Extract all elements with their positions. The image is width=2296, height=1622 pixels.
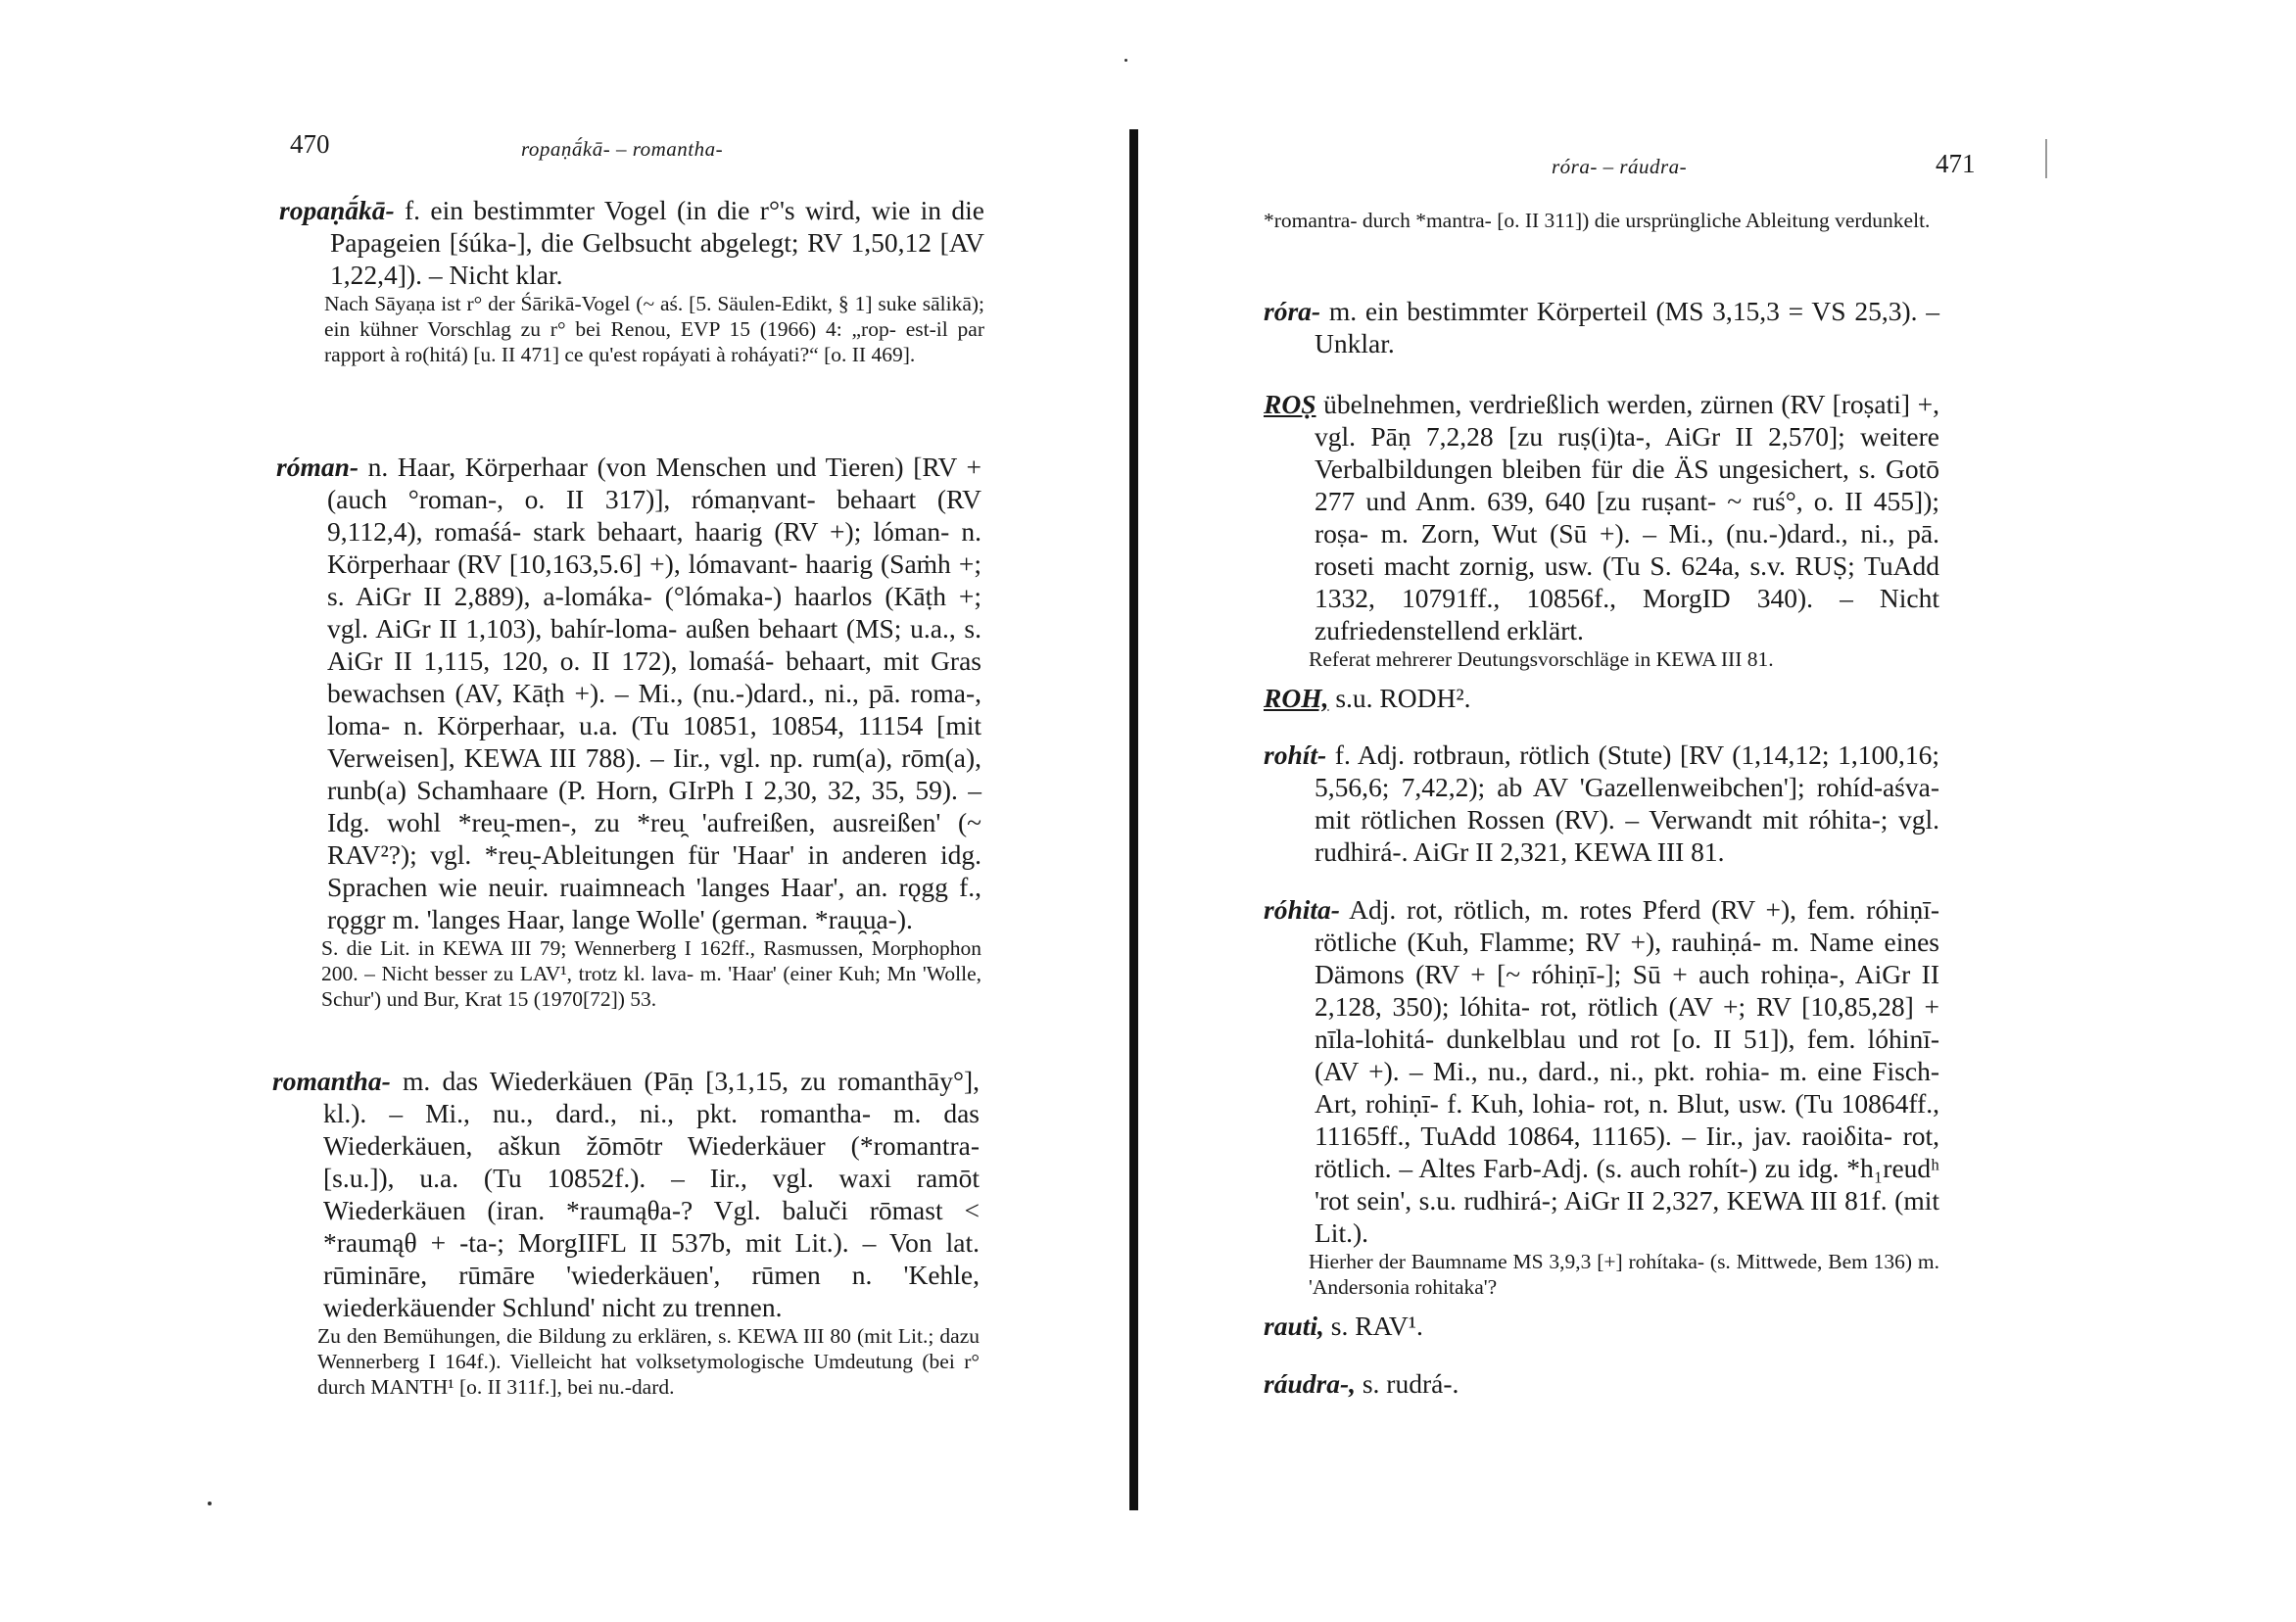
entry-text: s. rudrá-. bbox=[1362, 1368, 1459, 1399]
headword: romantha- bbox=[272, 1066, 391, 1096]
headword: róra- bbox=[1264, 296, 1321, 326]
headword: rauti, bbox=[1264, 1311, 1324, 1341]
entry-note: Hierher der Baumname MS 3,9,3 [+] rohítaka- (s. Mittwede, Bem 136) m. 'Andersonia rohitaka'? bbox=[1309, 1250, 1939, 1299]
running-head: róra- – ráudra- bbox=[1552, 155, 1688, 178]
continuation-text: *romantra- durch *mantra- [o. II 311]) die ursprüngliche Ableitung verdunkelt. bbox=[1264, 209, 1931, 232]
entry-roh bbox=[1264, 682, 1939, 714]
running-head: ropaṇā́kā- – romantha- bbox=[521, 137, 724, 161]
right-page bbox=[1136, 0, 2296, 1622]
headword: ROH, bbox=[1264, 683, 1329, 713]
entry-note: Referat mehrerer Deutungsvorschläge in KEWA III 81. bbox=[1309, 647, 1774, 671]
scan-speck bbox=[1124, 59, 1127, 62]
entry-note: S. die Lit. in KEWA III 79; Wennerberg I 162ff., Rasmussen, Morphophon 200. – Nicht besser zu LAV¹, trotz kl. lava- m. 'Haar' (einer Kuh; Mn 'Wolle, Schur') und Bur, Krat 15 (1970[72]) 53. bbox=[321, 936, 981, 1011]
headword: róman- bbox=[276, 452, 359, 482]
entry-rohita bbox=[1264, 893, 1939, 1300]
page-number: 471 bbox=[1936, 149, 1976, 178]
entry-note: Zu den Bemühungen, die Bildung zu erklären, s. KEWA III 80 (mit Lit.; dazu Wennerberg I 164f.). Vielleicht hat volksetymologische Umdeutung (bei r° durch MANTH¹ [o. II 311f.], bei nu.-dard. bbox=[317, 1324, 980, 1399]
entry-text: f. ein bestimmter Vogel (in die r°'s wird, wie in die Papageien [śúka-], die Gelbsucht abgelegt; RV 1,50,12 [AV 1,22,4]). – Nicht klar. bbox=[330, 195, 984, 290]
headword: ROṢ bbox=[1264, 389, 1316, 419]
headword: ropaṇā́kā- bbox=[279, 195, 395, 225]
page-edge-mark bbox=[2045, 139, 2047, 178]
entry-text: s. RAV¹. bbox=[1330, 1311, 1423, 1341]
entry-text: m. ein bestimmter Körperteil (MS 3,15,3 = VS 25,3). – Unklar. bbox=[1315, 296, 1939, 358]
scan-speck bbox=[208, 1502, 212, 1505]
continuation-note bbox=[1264, 208, 1939, 233]
entry-text: Adj. rot, rötlich, m. rotes Pferd (RV +), fem. róhiṇī- rötliche (Kuh, Flamme; RV +), rauhiṇá- m. Name eines Dämons (RV + [~ róhiṇī-]; Sū + auch rohiṇa-, AiGr II 2,128, 350); lóhita- rot, rötlich (AV +; RV [10,85,28] + nīla-lohitá- dunkelblau und rot [o. II 51]), fem. lóhinī- (AV +). – Mi., nu., dard., ni., pkt. rohia- m. eine Fisch-Art, rohiṇī- f. Kuh, lohia- rot, n. Blut, usw. (Tu 10864ff., 11165ff., TuAdd 10864, 11165). – Iir., jav. raoiδita- rot, rötlich. – Altes Farb-Adj. (s. auch rohít-) zu idg. *h₁reudʰ 'rot sein', s.u. rudhirá-; AiGr II 2,327, KEWA III 81f. (mit Lit.). bbox=[1315, 894, 1940, 1248]
entry-raudra bbox=[1264, 1367, 1939, 1400]
entry-text: s.u. RODH². bbox=[1335, 683, 1471, 713]
entry-roman bbox=[276, 451, 981, 1012]
headword: ráudra-, bbox=[1264, 1368, 1356, 1399]
entry-text: übelnehmen, verdrießlich werden, zürnen (RV [roṣati] +, vgl. Pāṇ 7,2,28 [zu ruṣ(i)ta-, AiGr II 2,570]; weitere Verbalbildungen bleiben für die ÄS ungesichert, s. Gotō 277 und Anm. 639, 640 [zu ruṣant- ~ ruś°, o. II 455]); roṣa- m. Zorn, Wut (Sū +). – Mi., (nu.-)dard., ni., pā. roseti macht zornig, usw. (Tu S. 624a, s.v. RUṢ; TuAdd 1332, 10791ff., 10856f., MorgID 340). – Nicht zufriedenstellend erklärt. bbox=[1315, 389, 1940, 645]
entry-text: m. das Wiederkäuen (Pāṇ [3,1,15, zu romanthāy°], kl.). – Mi., nu., dard., ni., pkt. romantha- m. das Wiederkäuen, aškun žōmōtr Wiederkäuer (*romantra- [s.u.]), u.a. (Tu 10852f.). – Iir., vgl. waxi ramōt Wiederkäuen (iran. *raumąθa-? Vgl. baluči rōmast < *raumąθ + -ta-; MorgIIFL II 537b, mit Lit.). – Von lat. rūmināre, rūmāre 'wiederkäuen', rūmen n. 'Kehle, wiederkäuender Schlund' nicht zu trennen. bbox=[323, 1066, 981, 1322]
entry-romantha bbox=[272, 1065, 980, 1400]
page-number: 470 bbox=[290, 129, 330, 159]
headword: róhita- bbox=[1264, 894, 1340, 925]
entry-note: Nach Sāyaṇa ist r° der Śārikā-Vogel (~ aś. [5. Säulen-Edikt, § 1] suke sālikā); ein kühner Vorschlag zu r° bei Renou, EVP 15 (1966) 4: „rop- est-il par rapport à ro(hitá) [u. II 471] ce qu'est ropáyati à roháyati?“ [o. II 469]. bbox=[324, 292, 984, 366]
entry-rauti bbox=[1264, 1310, 1939, 1342]
entry-text: n. Haar, Körperhaar (von Menschen und Tieren) [RV + (auch °roman-, o. II 317)], rómaṇvant- behaart (RV 9,112,4), romaśá- stark behaart, haarig (RV +); lóman- n. Körperhaar (RV [10,163,5.6] +), lómavant- haarig (Saṁh +; s. AiGr II 2,889), a-lomáka- (°lómaka-) haarlos (Kāṭh +; vgl. AiGr II 1,103), bahír-loma- außen behaart (MS; u.a., s. AiGr II 1,115, 120, o. II 172), lomaśá- behaart, mit Gras bewachsen (AV, Kāṭh +). – Mi., (nu.-)dard., ni., pā. roma-, loma- n. Körperhaar, u.a. (Tu 10851, 10854, 11154 [mit Verweisen], KEWA III 788). – Iir., vgl. np. rum(a), rōm(a), runb(a) Schamhaare (P. Horn, GIrPh I 2,30, 32, 35, 59). – Idg. wohl *reu̯-men-, zu *reu̯ 'aufreißen, ausreißen' (~ RAV²?); vgl. *reu̯-Ableitungen für 'Haar' in anderen idg. Sprachen wie neuir. ruaimneach 'langes Haar', an. rǫgg f., rǫggr m. 'langes Haar, lange Wolle' (german. *rau̯u̯a-). bbox=[327, 452, 981, 934]
headword: rohít- bbox=[1264, 739, 1327, 770]
entry-ros bbox=[1264, 388, 1939, 672]
left-page bbox=[0, 0, 1136, 1622]
entry-text: f. Adj. rotbraun, rötlich (Stute) [RV (1,14,12; 1,100,16; 5,56,6; 7,42,2); ab AV 'Gazellenweibchen']; rohíd-aśva- mit rötlichen Rossen (RV). – Verwandt mit róhita-; vgl. rudhirá-. AiGr II 2,321, KEWA III 81. bbox=[1315, 739, 1939, 867]
entry-ropanaka bbox=[279, 194, 984, 367]
entry-rora bbox=[1264, 295, 1939, 359]
entry-rohit bbox=[1264, 739, 1939, 868]
